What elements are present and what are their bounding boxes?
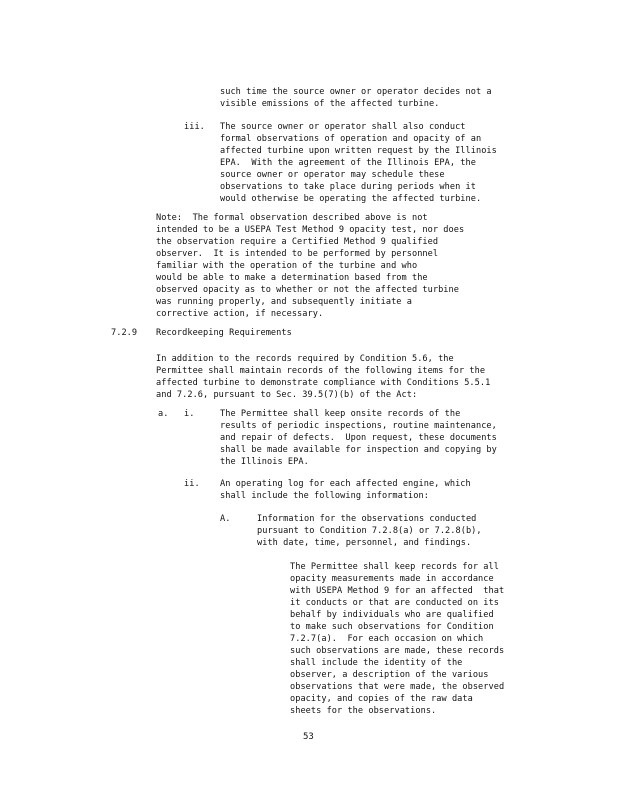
text-line: observer, a description of the various (290, 670, 489, 680)
text-line: and 7.2.6, pursuant to Sec. 39.5(7)(b) of the Act: (156, 390, 418, 400)
text-line: sheets for the observations. (290, 706, 437, 716)
text-line: Information for the observations conducted (257, 514, 477, 524)
note-line: observer. It is intended to be performed by personnel (156, 249, 439, 259)
text-line: such observations are made, these records (290, 646, 505, 656)
text-line: shall include the identity of the (290, 658, 463, 668)
text-line: with USEPA Method 9 for an affected that (290, 586, 505, 596)
text-line: observations that were made, the observed (290, 682, 505, 692)
text-line: formal observations of operation and opacity of an (220, 134, 482, 144)
page-number: 53 (303, 732, 314, 742)
note-line: observed opacity as to whether or not the affected turbine (156, 285, 459, 295)
text-line: The Permittee shall keep onsite records of the (220, 409, 461, 419)
list-label: a. (158, 409, 169, 419)
text-line: The Permittee shall keep records for all (290, 562, 499, 572)
text-line: results of periodic inspections, routine maintenance, (220, 421, 497, 431)
text-line: pursuant to Condition 7.2.8(a) or 7.2.8(b), (257, 526, 482, 536)
text-line: opacity measurements made in accordance (290, 574, 494, 584)
text-line: the Illinois EPA. (220, 457, 309, 467)
text-line: An operating log for each affected engine, which (220, 479, 471, 489)
list-label: i. (184, 409, 195, 419)
list-label: iii. (184, 122, 205, 132)
text-line: visible emissions of the affected turbine. (220, 99, 440, 109)
text-line: The source owner or operator shall also conduct (220, 122, 466, 132)
section-number: 7.2.9 (111, 328, 138, 338)
text-line: affected turbine to demonstrate compliance with Conditions 5.5.1 (156, 378, 491, 388)
text-line: behalf by individuals who are qualified (290, 610, 494, 620)
text-line: EPA. With the agreement of the Illinois EPA, the (220, 158, 476, 168)
text-line: observations to take place during periods when it (220, 182, 476, 192)
note-line: intended to be a USEPA Test Method 9 opacity test, nor does (156, 225, 465, 235)
text-line: affected turbine upon written request by the Illinois (220, 146, 497, 156)
text-line: and repair of defects. Upon request, these documents (220, 433, 497, 443)
text-line: to make such observations for Condition (290, 622, 494, 632)
text-line: In addition to the records required by Condition 5.6, the (156, 354, 454, 364)
text-line: it conducts or that are conducted on its (290, 598, 499, 608)
note-line: familiar with the operation of the turbine and who (156, 261, 418, 271)
list-label: A. (220, 514, 231, 524)
text-line: Permittee shall maintain records of the following items for the (156, 366, 486, 376)
note-line: corrective action, if necessary. (156, 309, 324, 319)
text-line: such time the source owner or operator decides not a (220, 87, 492, 97)
section-heading: Recordkeeping Requirements (156, 328, 292, 338)
list-label: ii. (184, 479, 200, 489)
note-line: Note: The formal observation described above is not (156, 213, 428, 223)
text-line: shall be made available for inspection and copying by (220, 445, 497, 455)
text-line: 7.2.7(a). For each occasion on which (290, 634, 484, 644)
text-line: opacity, and copies of the raw data (290, 694, 473, 704)
note-line: was running properly, and subsequently initiate a (156, 297, 412, 307)
text-line: would otherwise be operating the affected turbine. (220, 194, 482, 204)
text-line: source owner or operator may schedule these (220, 170, 445, 180)
text-line: with date, time, personnel, and findings. (257, 538, 472, 548)
note-line: would be able to make a determination based from the (156, 273, 428, 283)
note-line: the observation require a Certified Method 9 qualified (156, 237, 439, 247)
text-line: shall include the following information: (220, 491, 429, 501)
